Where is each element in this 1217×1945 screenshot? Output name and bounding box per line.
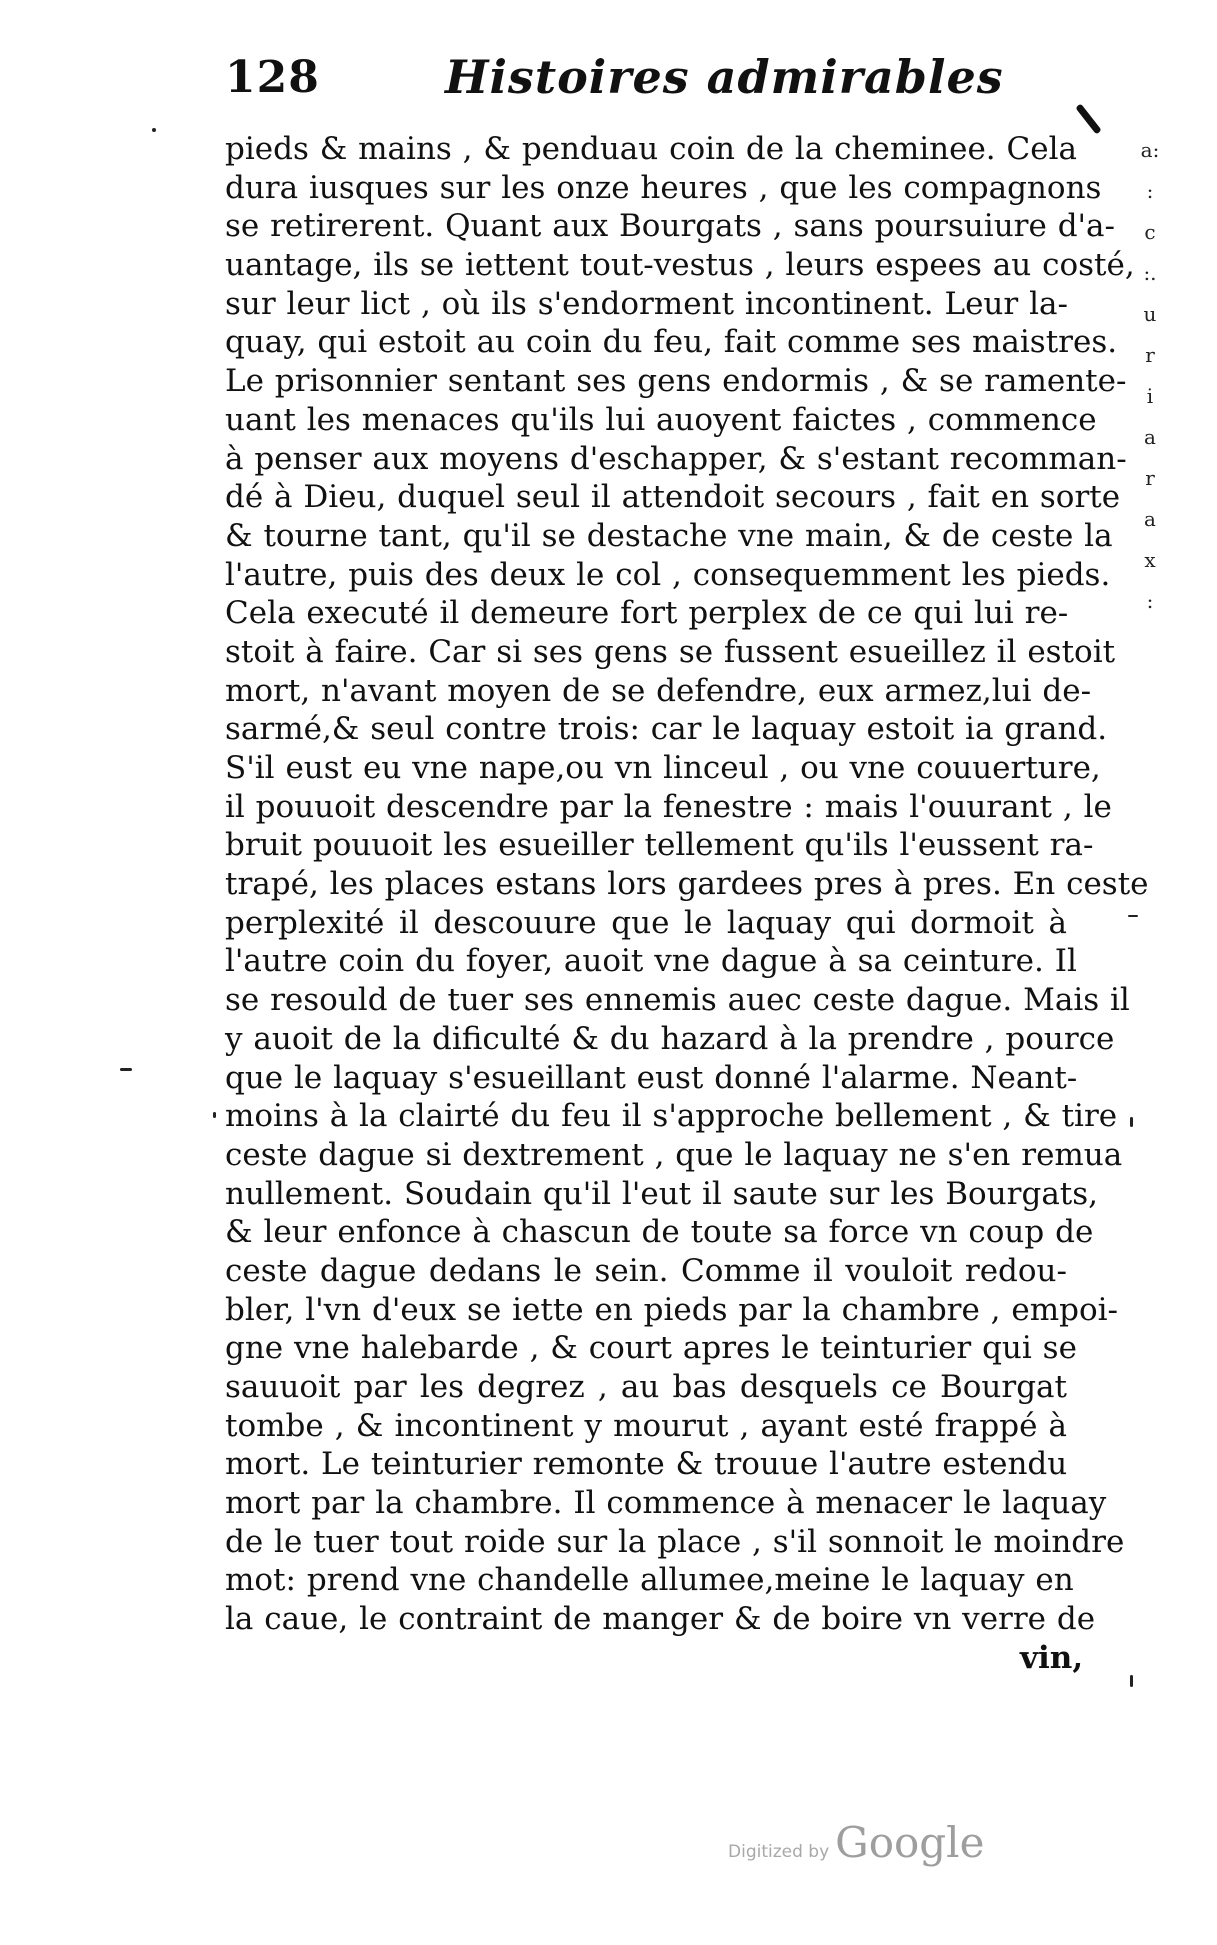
text-line: Le prisonnier sentant ses gens endormis , & se ramente-: [225, 363, 1127, 400]
ink-speck: [152, 128, 156, 132]
text-line: la caue, le contraint de manger & de boire vn verre de: [225, 1601, 1096, 1638]
text-line: se retirerent. Quant aux Bourgats , sans poursuiure d'a-: [225, 208, 1116, 245]
bleed-through-margin: [1138, 130, 1162, 622]
text-line: uantage, ils se iettent tout-vestus , leurs espees au costé,: [225, 247, 1135, 284]
text-line: bler, l'vn d'eux se iette en pieds par la chambre , empoi-: [225, 1291, 1119, 1328]
text-line: de le tuer tout roide sur la place , s'il sonnoit le moindre: [225, 1523, 1125, 1560]
text-line: uant les menaces qu'ils lui auoyent faictes , commence: [225, 401, 1097, 438]
digitized-by-google-watermark: [728, 1818, 984, 1868]
margin-fragment: a:: [1140, 138, 1160, 162]
text-line: gne vne halebarde , & court apres le teinturier qui se: [225, 1330, 1077, 1367]
text-line: mot: prend vne chandelle allumee,meine le laquay en: [225, 1562, 1074, 1599]
text-line: S'il eust eu vne nape,ou vn linceul , ou vne couuerture,: [225, 750, 1101, 786]
watermark-small-text: Digitized by: [728, 1842, 830, 1862]
text-line: Cela executé il demeure fort perplex de ce qui lui re-: [225, 595, 1069, 632]
page-header: [225, 52, 1085, 132]
margin-fragment: c: [1144, 220, 1156, 244]
text-line: dura iusques sur les onze heures , que les compagnons: [225, 169, 1102, 206]
text-line: sur leur lict , où ils s'endorment incontinent. Leur la-: [225, 285, 1068, 322]
margin-fragment: r: [1145, 343, 1155, 367]
text-line: que le laquay s'esueillant eust donné l'alarme. Neant-: [225, 1059, 1078, 1096]
text-line: dé à Dieu, duquel seul il attendoit secours , fait en sorte: [225, 479, 1121, 516]
text-line: & leur enfonce à chascun de toute sa force vn coup de: [225, 1214, 1094, 1251]
text-line: se resould de tuer ses ennemis auec ceste dague. Mais il: [225, 982, 1130, 1019]
text-line: sauuoit par les degrez , au bas desquels ce Bourgat: [225, 1369, 1067, 1405]
text-line: perplexité il descouure que le laquay qui dormoit à: [225, 904, 1067, 941]
text-line: l'autre, puis des deux le col , consequemment les pieds.: [225, 556, 1111, 593]
text-line: à penser aux moyens d'eschapper, & s'estant recomman-: [225, 440, 1127, 477]
text-line: tombe , & incontinent y mourut , ayant esté frappé à: [225, 1407, 1067, 1444]
text-line: pieds & mains , & penduau coin de la cheminee. Cela: [225, 131, 1077, 167]
margin-fragment: i: [1146, 384, 1154, 408]
text-line: mort. Le teinturier remonte & trouue l'autre estendu: [225, 1446, 1068, 1483]
text-line: & tourne tant, qu'il se destache vne main, & de ceste la: [225, 517, 1113, 554]
ink-speck: [1130, 1117, 1133, 1127]
ink-speck: [1128, 915, 1138, 917]
text-line: sarmé,& seul contre trois: car le laquay estoit ia grand.: [225, 711, 1108, 748]
margin-fragment: :: [1146, 589, 1154, 613]
margin-fragment: a: [1144, 507, 1156, 531]
margin-fragment: u: [1143, 302, 1157, 326]
margin-fragment: x: [1144, 548, 1156, 572]
text-line: quay, qui estoit au coin du feu, fait comme ses maistres.: [225, 324, 1118, 361]
text-line: il pouuoit descendre par la fenestre : mais l'ouurant , le: [225, 788, 1112, 825]
running-title: Histoires admirables: [445, 50, 1004, 104]
margin-fragment: :.: [1143, 261, 1157, 285]
text-line: ceste dague si dextrement , que le laquay ne s'en remua: [225, 1136, 1123, 1173]
text-line: mort par la chambre. Il commence à menacer le laquay: [225, 1485, 1107, 1522]
margin-fragment: a: [1144, 425, 1156, 449]
text-line: y auoit de la dificulté & du hazard à la prendre , pource: [225, 1020, 1115, 1057]
text-line: moins à la clairté du feu il s'approche bellement , & tire: [225, 1098, 1118, 1135]
margin-fragment: r: [1145, 466, 1155, 490]
watermark-logo-text: Google: [835, 1818, 985, 1867]
ink-speck: [1130, 1675, 1133, 1687]
ink-speck: [120, 1068, 132, 1071]
text-line: bruit pouuoit les esueiller tellement qu'ils l'eussent ra-: [225, 827, 1094, 864]
margin-fragment: :: [1146, 179, 1154, 203]
text-line: mort, n'avant moyen de se defendre, eux armez,lui de-: [225, 672, 1092, 709]
text-line: nullement. Soudain qu'il l'eut il saute sur les Bourgats,: [225, 1175, 1099, 1212]
body-text: [225, 130, 1149, 1639]
ink-speck: [213, 1112, 216, 1118]
text-line: l'autre coin du foyer, auoit vne dague à sa ceinture. Il: [225, 943, 1077, 980]
text-line: trapé, les places estans lors gardees pres à pres. En ceste: [225, 866, 1149, 903]
catchword: vin,: [1020, 1640, 1084, 1676]
text-line: stoit à faire. Car si ses gens se fussent esueillez il estoit: [225, 633, 1116, 670]
page-number: 128: [225, 52, 320, 103]
ink-mark: [1075, 103, 1101, 134]
text-line: ceste dague dedans le sein. Comme il vouloit redou-: [225, 1252, 1067, 1289]
